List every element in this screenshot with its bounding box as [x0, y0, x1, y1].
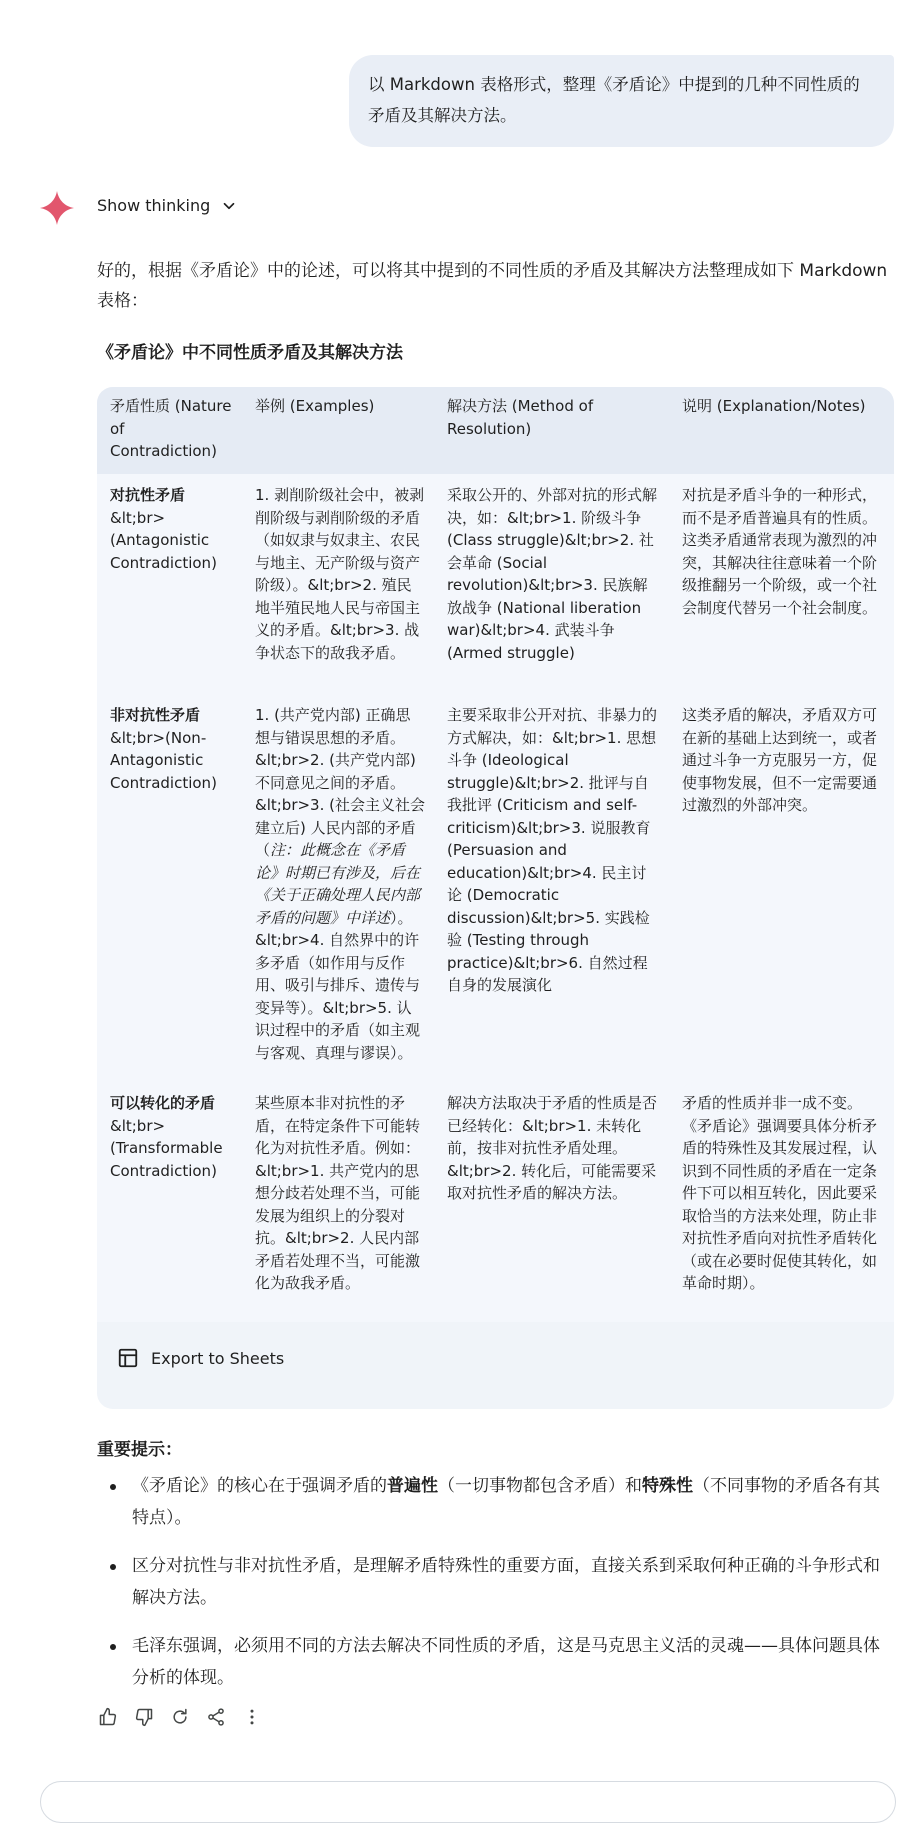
response-actions [97, 1706, 263, 1728]
more-vert-icon[interactable] [241, 1706, 263, 1728]
row1-method: 采取公开的、外部对抗的形式解决，如：&lt;br>1. 阶级斗争 (Class struggle)&lt;br>2. 社会革命 (Social revolution)&lt;br>3. 民族解放战争 (National liberation war)&lt;br>4. 武装斗争 (Armed struggle) [447, 486, 658, 662]
row2-nature-title: 非对抗性矛盾 [110, 706, 201, 724]
list-item: 区分对抗性与非对抗性矛盾，是理解矛盾特殊性的重要方面，直接关系到采取何种正确的斗争形式和解决方法。 [97, 1550, 894, 1614]
row1-nature-title: 对抗性矛盾 [110, 486, 186, 504]
notes-title: 重要提示： [97, 1440, 182, 1460]
table-title: 《矛盾论》中不同性质矛盾及其解决方法 [97, 343, 403, 363]
row3-examples: 某些原本非对抗性的矛盾，在特定条件下可能转化为对抗性矛盾。例如：&lt;br>1. 共产党内的思想分歧若处理不当，可能发展为组织上的分裂对抗。&lt;br>2. 人民内部矛盾若处理不当，可能激化为敌我矛盾。 [255, 1094, 421, 1292]
header-notes: 说明 (Explanation/Notes) [682, 397, 866, 415]
row1-notes: 对抗是矛盾斗争的一种形式，而不是矛盾普遍具有的性质。这类矛盾通常表现为激烈的冲突，其解决往往意味着一个阶级推翻另一个阶级，或一个社会制度代替另一个社会制度。 [682, 486, 878, 617]
gemini-sparkle-icon [39, 190, 75, 226]
bullet1-part-c: （一切事物都包含矛盾）和 [438, 1476, 642, 1496]
list-item [97, 1470, 894, 1534]
row2-notes: 这类矛盾的解决，矛盾双方可在新的基础上达到统一，或者通过斗争一方克服另一方，促使事物发展，但不一定需要通过激烈的外部冲突。 [682, 706, 878, 814]
row1-examples: 1. 剥削阶级社会中，被剥削阶级与剥削阶级的矛盾（如奴隶与奴隶主、农民与地主、无产阶级与资产阶级）。&lt;br>2. 殖民地半殖民地人民与帝国主义的矛盾。&lt;br>3. 战争状态下的敌我矛盾。 [255, 486, 425, 662]
row2-examples-part-b: ）。&lt;br>4. 自然界中的许多矛盾（如作用与反作用、吸引与排斥、遗传与变异等）。&lt;br>5. 认识过程中的矛盾（如主观与客观、真理与谬误）。 [255, 908, 421, 1062]
bullet1-part-d: （不同事物的矛盾各有其特点）。 [132, 1476, 880, 1528]
chevron-down-icon [220, 197, 238, 215]
prompt-input-box[interactable] [40, 1781, 896, 1823]
header-method: 解决方法 (Method of Resolution) [447, 397, 594, 438]
list-item: 毛泽东强调，必须用不同的方法去解决不同性质的矛盾，这是马克思主义活的灵魂——具体问题具体分析的体现。 [97, 1630, 894, 1694]
response-intro: 好的，根据《矛盾论》中的论述，可以将其中提到的不同性质的矛盾及其解决方法整理成如下 Markdown 表格： [97, 261, 888, 311]
row3-nature-sub: &lt;br> (Transformable Contradiction) [110, 1116, 223, 1180]
table-body [97, 474, 894, 1322]
user-message: 以 Markdown 表格形式，整理《矛盾论》中提到的几种不同性质的矛盾及其解决方法。 [349, 55, 894, 147]
row2-method: 主要采取非公开对抗、非暴力的方式解决，如：&lt;br>1. 思想斗争 (Ideological struggle)&lt;br>2. 批评与自我批评 (Criticism and self-criticism)&lt;br>3. 说服教育 (Persuasion and education)&lt;br>4. 民主讨论 (Democratic discussion)&lt;br>5. 实践检验 (Testing through practice)&lt;br>6. 自然过程自身的发展演化 [447, 706, 658, 994]
row2-examples [255, 704, 425, 1064]
thumbs-up-icon[interactable] [97, 1706, 119, 1728]
table-header-row [97, 387, 894, 474]
row2-examples-italic-note: 注：此概念在《矛盾论》时期已有涉及，后在《关于正确处理人民内部矛盾的问题》中详述 [255, 841, 421, 927]
share-icon[interactable] [205, 1706, 227, 1728]
bullet1-bold-universality: 普遍性 [387, 1476, 438, 1496]
header-nature: 矛盾性质 (Nature of Contradiction) [110, 397, 232, 460]
table-card [97, 387, 894, 1409]
table-icon [117, 1347, 139, 1369]
bullet1-bold-particularity: 特殊性 [642, 1476, 693, 1496]
row3-method: 解决方法取决于矛盾的性质是否已经转化：&lt;br>1. 未转化前，按非对抗性矛盾处理。&lt;br>2. 转化后，可能需要采取对抗性矛盾的解决方法。 [447, 1094, 658, 1202]
thumbs-down-icon[interactable] [133, 1706, 155, 1728]
row2-nature [110, 704, 235, 794]
export-label: Export to Sheets [151, 1348, 285, 1368]
export-to-sheets-button[interactable] [117, 1347, 284, 1369]
row3-nature-title: 可以转化的矛盾 [110, 1094, 216, 1112]
row2-examples-part-a: 1. (共产党内部) 正确思想与错误思想的矛盾。&lt;br>2. (共产党内部) 不同意见之间的矛盾。&lt;br>3. (社会主义社会建立后) 人民内部的矛盾（ [255, 706, 425, 859]
redo-icon[interactable] [169, 1706, 191, 1728]
show-thinking-label: Show thinking [97, 196, 211, 215]
row2-nature-sub: &lt;br>(Non-Antagonistic Contradiction) [110, 728, 217, 792]
row1-nature [110, 484, 235, 574]
bullet1-part-a: 《矛盾论》的核心在于强调矛盾的 [132, 1476, 387, 1496]
row1-nature-sub: &lt;br> (Antagonistic Contradiction) [110, 508, 217, 572]
notes-list [97, 1470, 894, 1710]
row3-notes: 矛盾的性质并非一成不变。《矛盾论》强调要具体分析矛盾的特殊性及其发展过程，认识到不同性质的矛盾在一定条件下可以相互转化，因此要采取恰当的方法来处理，防止非对抗性矛盾向对抗性矛盾转化（或在必要时促使其转化，如革命时期）。 [682, 1094, 878, 1292]
show-thinking-toggle[interactable] [97, 196, 238, 215]
header-examples: 举例 (Examples) [255, 397, 375, 415]
row3-nature [110, 1092, 235, 1182]
